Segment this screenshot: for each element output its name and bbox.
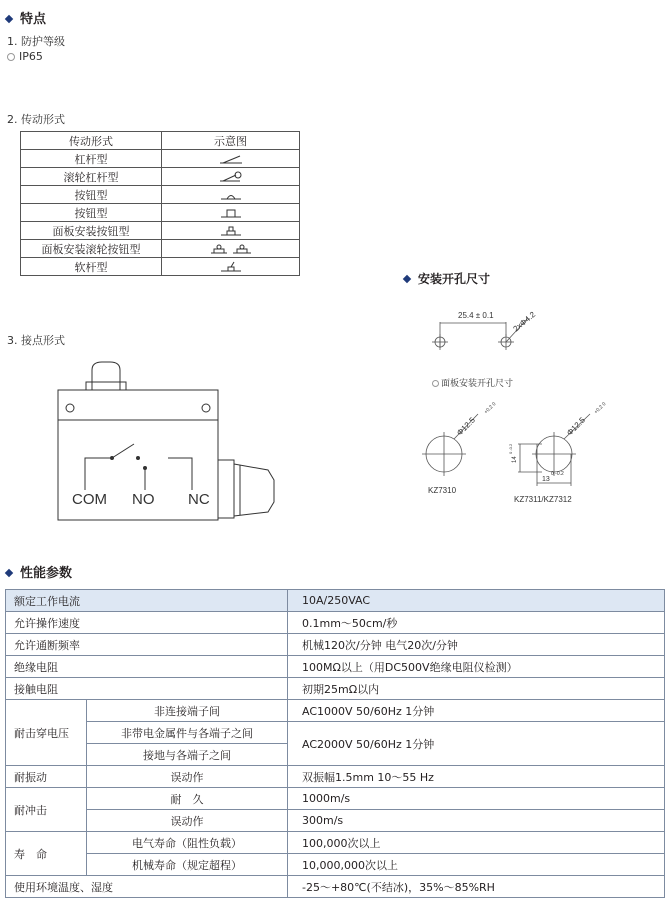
ring-bullet-icon	[432, 380, 439, 387]
performance-title: 性能参数	[20, 566, 73, 581]
diameter-b-label: Φ12.5	[565, 415, 587, 438]
row-label: 耐振动	[6, 766, 87, 788]
table-cell: 滚轮杠杆型	[21, 168, 162, 186]
symbol-cell	[162, 150, 300, 168]
actuation-heading: 2. 传动形式	[7, 113, 65, 126]
tol-a-label: +0.2 0	[483, 401, 498, 416]
row-value: 机械120次/分钟 电气20次/分钟	[288, 634, 665, 656]
table-row	[6, 722, 665, 744]
sub-label: 非带电金属件与各端子之间	[87, 722, 288, 744]
row-label: 接触电阻	[6, 678, 288, 700]
table-row	[6, 612, 665, 634]
mounting-drawing	[420, 296, 665, 516]
sub-label: 耐 久	[87, 788, 288, 810]
sub-label: 非连接端子间	[87, 700, 288, 722]
row-label: 耐冲击	[6, 788, 87, 832]
table-cell: 面板安装滚轮按钮型	[21, 240, 162, 258]
symbol-cell	[162, 240, 300, 258]
panel-roller-plunger-icon	[209, 243, 253, 255]
row-value: AC2000V 50/60Hz 1分钟	[288, 722, 665, 766]
row-value: 100,000次以上	[288, 832, 665, 854]
row-value: AC1000V 50/60Hz 1分钟	[288, 700, 665, 722]
roller-lever-icon	[218, 171, 244, 183]
row-label: 允许操作速度	[6, 612, 288, 634]
table-row	[6, 678, 665, 700]
ring-bullet-icon	[7, 53, 15, 61]
table-header: 传动形式	[21, 132, 162, 150]
mounting-title: 安装开孔尺寸	[418, 272, 491, 286]
actuation-table	[20, 131, 300, 276]
protection-value-row	[7, 50, 43, 63]
tol-v-label: 0 -0.2	[508, 443, 513, 454]
diamond-icon	[5, 568, 13, 576]
row-value: 0.1mm～50cm/秒	[288, 612, 665, 634]
mounting-heading	[404, 270, 490, 287]
performance-table	[5, 589, 665, 898]
model-a-label: KZ7310	[428, 486, 457, 495]
pushbutton-icon	[218, 189, 244, 201]
protection-heading: 1. 防护等级	[7, 35, 65, 48]
row-value: 100MΩ以上（用DC500V绝缘电阻仪检测）	[288, 656, 665, 678]
table-row	[6, 810, 665, 832]
table-row	[6, 766, 665, 788]
table-cell: 按钮型	[21, 186, 162, 204]
row-value: 双振幅1.5mm 10～55 Hz	[288, 766, 665, 788]
symbol-cell	[162, 168, 300, 186]
flexible-rod-icon	[218, 261, 244, 273]
table-row	[6, 788, 665, 810]
table-row	[21, 186, 300, 204]
model-b-label: KZ7311/KZ7312	[514, 495, 572, 504]
tol-13-label: 0 -0.2	[551, 471, 564, 477]
performance-heading	[6, 562, 72, 581]
table-header: 示意图	[162, 132, 300, 150]
table-row	[6, 832, 665, 854]
row-value: 1000m/s	[288, 788, 665, 810]
sub-label: 接地与各端子之间	[87, 744, 288, 766]
panel-plunger-icon	[218, 225, 244, 237]
com-label: COM	[72, 491, 107, 508]
panel-caption: 面板安装开孔尺寸	[441, 379, 514, 389]
symbol-cell	[162, 258, 300, 276]
table-row	[21, 258, 300, 276]
row-label: 额定工作电流	[6, 590, 288, 612]
tol-b-label: +0.2 0	[593, 401, 608, 416]
row-label: 使用环境温度、湿度	[6, 876, 288, 898]
row-label: 允许通断频率	[6, 634, 288, 656]
table-row	[6, 590, 665, 612]
no-label: NO	[132, 491, 155, 508]
row-label: 寿 命	[6, 832, 87, 876]
sub-label: 误动作	[87, 766, 288, 788]
table-cell: 面板安装按钮型	[21, 222, 162, 240]
symbol-cell	[162, 186, 300, 204]
symbol-cell	[162, 204, 300, 222]
table-row	[21, 240, 300, 258]
table-row	[6, 656, 665, 678]
table-row	[21, 150, 300, 168]
row-value: 初期25mΩ以内	[288, 678, 665, 700]
table-row	[21, 168, 300, 186]
plunger-icon	[218, 207, 244, 219]
sub-label: 电气寿命（阻性负载）	[87, 832, 288, 854]
diamond-icon	[5, 14, 13, 22]
features-heading	[6, 8, 46, 27]
table-cell: 杠杆型	[21, 150, 162, 168]
diamond-icon	[403, 274, 411, 282]
table-row	[21, 204, 300, 222]
symbol-cell	[162, 222, 300, 240]
row-value: 10A/250VAC	[288, 590, 665, 612]
table-cell: 按钮型	[21, 204, 162, 222]
panel-caption-row	[432, 376, 513, 389]
table-row	[21, 222, 300, 240]
features-title: 特点	[20, 12, 47, 27]
table-row	[6, 634, 665, 656]
contact-heading: 3. 接点形式	[7, 334, 65, 347]
contact-diagram	[50, 358, 280, 528]
row-value: 10,000,000次以上	[288, 854, 665, 876]
row-value: 300m/s	[288, 810, 665, 832]
protection-value: IP65	[19, 50, 43, 63]
table-row	[6, 854, 665, 876]
row-label: 耐击穿电压	[6, 700, 87, 766]
diameter-a-label: Φ12.5	[455, 415, 477, 438]
sub-label: 机械寿命（规定超程）	[87, 854, 288, 876]
lever-icon	[218, 153, 244, 165]
hole-label: 2xΦ4.2	[511, 309, 538, 334]
row-label: 绝缘电阻	[6, 656, 288, 678]
table-header-row	[21, 132, 300, 150]
dim-v-label: 14	[512, 456, 518, 463]
dim-13-label: 13	[542, 476, 550, 483]
spacing-label: 25.4 ± 0.1	[458, 311, 494, 320]
table-cell: 软杆型	[21, 258, 162, 276]
row-value: -25～+80℃(不结冰)，35%～85%RH	[288, 876, 665, 898]
nc-label: NC	[188, 491, 210, 508]
table-row	[6, 876, 665, 898]
table-row	[6, 700, 665, 722]
sub-label: 误动作	[87, 810, 288, 832]
